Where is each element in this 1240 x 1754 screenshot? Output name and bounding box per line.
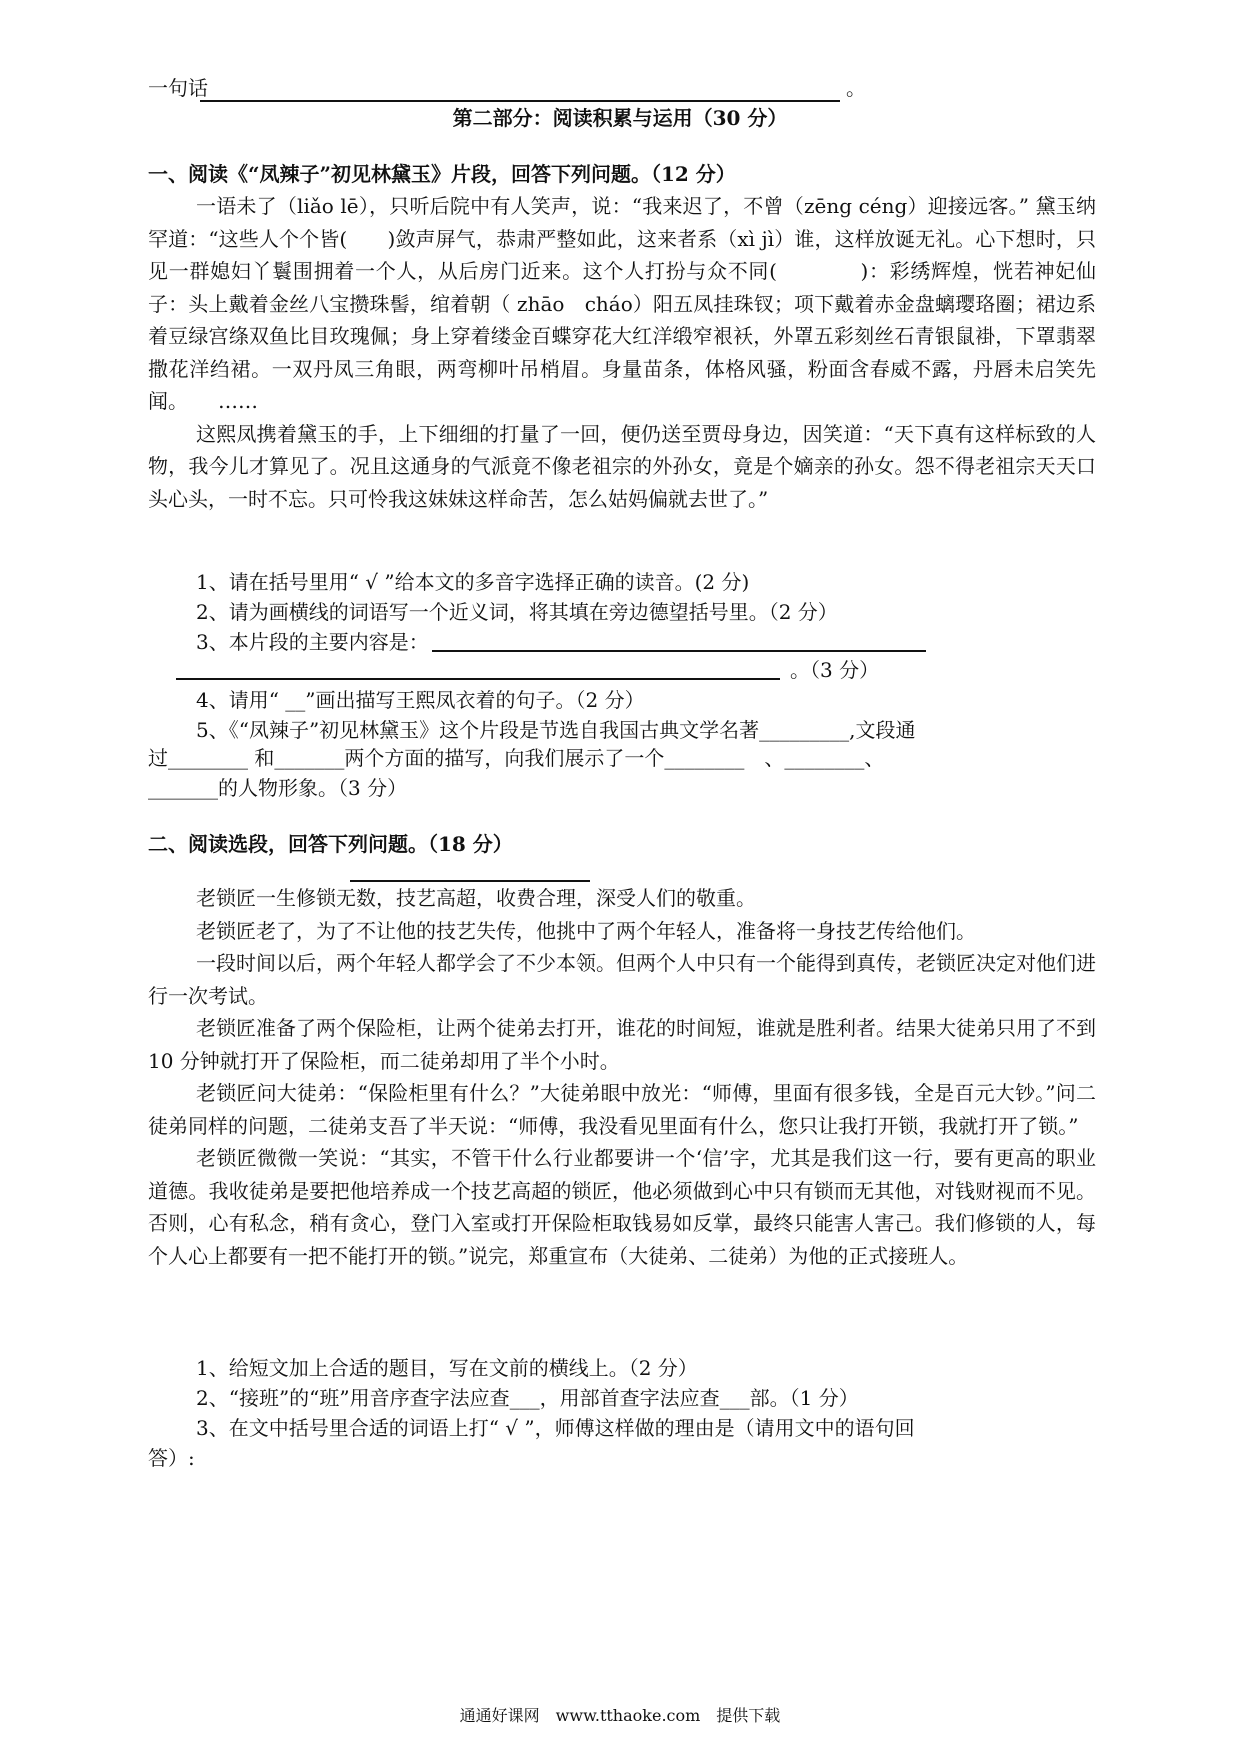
- s1-q3-blank-1[interactable]: [432, 650, 926, 652]
- s1-question-5-end: _______的人物形象。（3 分）: [148, 776, 408, 800]
- s1-question-2: 2、请为画横线的词语写一个近义词，将其填在旁边德望括号里。（2 分）: [196, 600, 838, 624]
- section2-paragraph: 老锁匠问大徒弟：“保险柜里有什么？”大徒弟眼中放光：“师傅，里面有很多钱，全是百元大钞。”问二徒弟同样的问题，二徒弟支吾了半天说：“师傅，我没看见里面有什么，您只让我打开锁，我就打开了锁。”: [148, 1081, 1096, 1138]
- s1-question-3: 3、本片段的主要内容是：: [196, 630, 429, 654]
- part-title: 第二部分：阅读积累与运用（30 分）: [452, 106, 788, 130]
- s1-question-1: 1、请在括号里用“ √ ”给本文的多音字选择正确的读音。(2 分): [196, 570, 750, 594]
- s2-question-2: 2、“接班”的“班”用音序查字法应查___，用部首查字法应查___部。（1 分）: [196, 1386, 859, 1410]
- s1-question-4: 4、请用“ __”画出描写王熙凤衣着的句子。（2 分）: [196, 688, 645, 712]
- s2-question-1: 1、给短文加上合适的题目，写在文前的横线上。（2 分）: [196, 1356, 698, 1380]
- s2-question-3-end: 答）:: [148, 1446, 195, 1470]
- top-line-label: 一句话: [148, 76, 208, 100]
- section2-paragraph: 老锁匠一生修锁无数，技艺高超，收费合理，深受人们的敬重。: [196, 886, 756, 910]
- section2-paragraph: 老锁匠老了，为了不让他的技艺失传，他挑中了两个年轻人，准备将一身技艺传给他们。: [196, 918, 976, 943]
- section2-paragraph: 一段时间以后，两个年轻人都学会了不少本领。但两个人中只有一个能得到真传，老锁匠决定对他们进行一次考试。: [148, 951, 1096, 1008]
- section2-paragraph: 老锁匠微微一笑说：“其实，不管干什么行业都要讲一个‘信’字，尤其是我们这一行，要有更高的职业道德。我收徒弟是要把他培养成一个技艺高超的锁匠，他必须做到心中只有锁而无其他，对钱财视而不见。否则，心有私念，稍有贪心，登门入室或打开保险柜取钱易如反掌，最终只能害人害己。我们修锁的人，每个人心上都要有一把不能打开的锁。”说完，郑重宣布（大徒弟、二徒弟）为他的正式接班人。: [148, 1146, 1096, 1268]
- page-footer: 通通好课网 www.tthaoke.com 提供下载: [459, 1706, 781, 1725]
- section1-paragraph: 这熙凤携着黛玉的手，上下细细的打量了一回，便仍送至贾母身边，因笑道：“天下真有这样标致的人物，我今儿才算见了。况且这通身的气派竟不像老祖宗的外孙女，竟是个嫡亲的孙女。怨不得老祖宗天天口头心头，一时不忘。只可怜我这妹妹这样命苦，怎么姑妈偏就去世了。”: [148, 421, 1096, 511]
- s1-question-5: 5、《“凤辣子”初见林黛玉》这个片段是节选自我国古典文学名著_________,文段通: [196, 718, 916, 742]
- s1-question-3-end: 。（3 分）: [790, 658, 880, 682]
- section2-paragraph: 老锁匠准备了两个保险柜，让两个徒弟去打开，谁花的时间短，谁就是胜利者。结果大徒弟只用了不到 10 分钟就打开了保险柜，而二徒弟却用了半个小时。: [148, 1016, 1096, 1073]
- top-line-end: 。: [846, 76, 866, 100]
- s1-q3-blank-2[interactable]: [176, 678, 780, 680]
- section1-passage: [148, 190, 1096, 515]
- s2-question-3: 3、在文中括号里合适的词语上打“ √ ”，师傅这样做的理由是（请用文中的语句回: [196, 1416, 915, 1440]
- section1-title: 一、阅读《“凤辣子”初见林黛玉》片段，回答下列问题。（12 分）: [148, 162, 736, 186]
- section2-passage: [148, 882, 1096, 1272]
- top-line: [148, 72, 208, 104]
- s1-question-5-cont: 过________ 和_______两个方面的描写，向我们展示了一个________ 、________、: [148, 746, 885, 770]
- section2-title: 二、阅读选段，回答下列问题。（18 分）: [148, 832, 513, 856]
- section1-paragraph: 一语未了（liǎo lē），只听后院中有人笑声，说：“我来迟了，不曾（zēng céng）迎接远客。” 黛玉纳罕道：“这些人个个皆( )敛声屏气，恭肃严整如此，这来者系（xì jì）谁，这样放诞无礼。心下想时，只见一群媳妇丫鬟围拥着一个人，从后房门近来。这个人打扮与众不同( )：彩绣辉煌，恍若神妃仙子：头上戴着金丝八宝攒珠髻，绾着朝（ zhāo cháo）阳五凤挂珠钗；项下戴着赤金盘螭璎珞圈；裙边系着豆绿宫绦双鱼比目玫瑰佩；身上穿着缕金百蝶穿花大红洋缎窄裉袄，外罩五彩刻丝石青银鼠褂，下罩翡翠撒花洋绉裙。一双丹凤三角眼，两弯柳叶吊梢眉。身量苗条，体格风骚，粉面含春威不露，丹唇未启笑先闻。 ……: [148, 194, 1096, 413]
